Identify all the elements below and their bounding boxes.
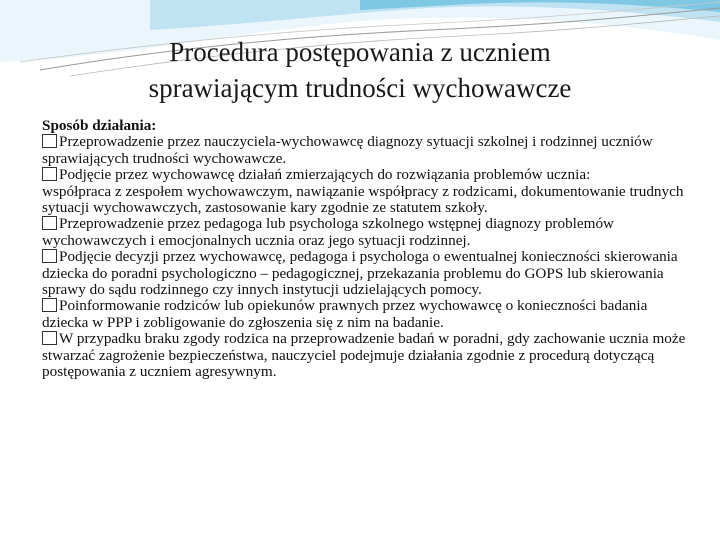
- paragraph-5-text: Podjęcie decyzji przez wychowawcę, pedagoga i psychologa o ewentualnej konieczności skierowania dziecka do poradni psychologiczno – pedagogicznej, przekazania problemu do GOPS lub skierowania sprawy do sądu rodzinnego czy innych instytucji udzielających pomocy.: [42, 248, 678, 299]
- paragraph-2-text: Podjęcie przez wychowawcę działań zmierzających do rozwiązania problemów ucznia:: [59, 166, 591, 184]
- paragraph-3-text: współpraca z zespołem wychowawczym, nawiązanie współpracy z rodzicami, dokumentowanie trudnych sytuacji wychowawczych, zastosowanie kary zgodnie ze statutem szkoły.: [42, 182, 684, 217]
- paragraph-5: [42, 249, 692, 298]
- section-heading: Sposób działania:: [42, 117, 157, 134]
- paragraph-6: [42, 298, 692, 331]
- slide-title-line-2: sprawiającym trudności wychowawcze: [148, 73, 572, 103]
- box-bullet-icon: [42, 216, 57, 230]
- slide-title-line-1: Procedura postępowania z uczniem: [169, 37, 551, 67]
- box-bullet-icon: [42, 331, 57, 345]
- box-bullet-icon: [42, 167, 57, 181]
- paragraph-6-text: Poinformowanie rodziców lub opiekunów prawnych przez wychowawcę o konieczności badania dziecka w PPP i zobligowanie do zgłoszenia się z nim na badanie.: [42, 297, 648, 331]
- paragraph-1: [42, 134, 692, 167]
- box-bullet-icon: [42, 134, 57, 148]
- paragraph-7-text: W przypadku braku zgody rodzica na przeprowadzenie badań w poradni, gdy zachowanie ucznia może stwarzać zagrożenie bezpieczeństwa, nauczyciel podejmuje działania zgodnie z procedurą dotyczącą postępowania z uczniem agresywnym.: [42, 330, 686, 381]
- box-bullet-icon: [42, 249, 57, 263]
- slide-body: [42, 118, 692, 381]
- paragraph-4-text: Przeprowadzenie przez pedagoga lub psychologa szkolnego wstępnej diagnozy problemów wychowawczych i emocjonalnych ucznia oraz jego sytuacji rodzinnej.: [42, 215, 615, 249]
- slide-title: [60, 34, 660, 106]
- paragraph-4: [42, 216, 692, 249]
- paragraph-7: [42, 331, 692, 380]
- paragraph-3: [42, 184, 692, 217]
- box-bullet-icon: [42, 298, 57, 312]
- paragraph-2: [42, 167, 692, 183]
- paragraph-1-text: Przeprowadzenie przez nauczyciela-wychowawcę diagnozy sytuacji szkolnej i rodzinnej uczniów sprawiających trudności wychowawcze.: [42, 133, 653, 167]
